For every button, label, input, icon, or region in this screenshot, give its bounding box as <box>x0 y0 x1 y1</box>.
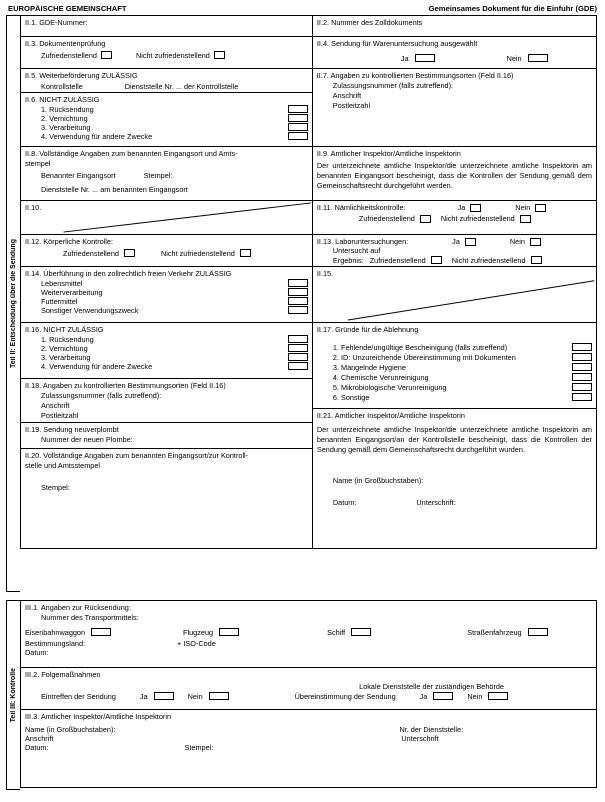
field-ii14-item-1: Lebensmittel <box>41 278 83 288</box>
field-ii13-yes-checkbox[interactable] <box>465 238 476 246</box>
field-ii13-result-label: Ergebnis: <box>332 255 364 265</box>
field-iii3-signature-label: Unterschrift <box>401 733 439 743</box>
field-ii14-checkbox-3[interactable] <box>288 297 308 305</box>
field-ii17-item-5: 5. Mikrobiologische Verunreinigung <box>332 382 447 392</box>
field-ii20-label: II.20. Vollständige Angaben zum benannten Eingangsort/zur Kontroll- <box>25 451 249 460</box>
field-ii20-label-2: stelle und Amtsstempel <box>25 460 101 470</box>
field-ii5-label: II.5. Weiterbeförderung ZULÄSSIG <box>25 71 138 80</box>
part-ii-sidebar-label: Teil II: Entscheidung über die Sendung <box>10 239 17 368</box>
field-ii3-option1-checkbox[interactable] <box>101 51 112 59</box>
field-ii6-checkbox-1[interactable] <box>288 105 308 113</box>
field-ii3-label: II.3. Dokumentenprüfung <box>25 39 106 48</box>
field-ii14-checkbox-2[interactable] <box>288 288 308 296</box>
field-ii2[interactable] <box>313 15 597 37</box>
field-ii17-item-4: 4. Chemische Verunreinigung <box>332 372 429 382</box>
field-ii17-label: II.17. Gründe für die Ablehnung <box>316 325 419 334</box>
field-ii17-item-6: 6. Sonstige <box>332 392 370 402</box>
field-ii14-checkbox-4[interactable] <box>288 306 308 314</box>
part-ii-sidebar <box>6 15 20 592</box>
field-ii6-item-3: 3. Verarbeitung <box>41 122 91 132</box>
field-ii19-label: II.19. Sendung neuverplombt <box>25 425 119 434</box>
field-ii12-label: II.12. Körperliche Kontrolle: <box>25 237 114 246</box>
field-iii1-plane-label: Flugzeug <box>183 627 214 637</box>
header-right: Gemeinsames Dokument für die Einfuhr (GDE) <box>428 4 597 13</box>
field-ii4-no-checkbox[interactable] <box>528 54 548 62</box>
field-iii1-date-label: Datum: <box>25 647 49 657</box>
field-ii8-office-label: Dienststelle Nr. ... am benannten Eingangsort <box>41 184 188 194</box>
field-ii7-line-3: Postleitzahl <box>332 100 371 110</box>
field-ii12-option2-checkbox[interactable] <box>240 249 251 257</box>
field-ii13-option2-label: Nicht zufriedenstellend <box>451 255 526 265</box>
field-ii11-no-label: Nein <box>515 203 531 212</box>
field-iii1-iso-label: + ISO-Code <box>177 638 216 648</box>
field-ii14-checkbox-1[interactable] <box>288 279 308 287</box>
field-iii2[interactable] <box>20 668 597 710</box>
field-ii9-label: II.9. Amtlicher Inspektor/Amtliche Inspektorin <box>316 149 461 158</box>
field-ii21-date-label: Datum: <box>332 498 357 508</box>
field-ii18-line-3: Postleitzahl <box>41 410 79 420</box>
part-iii-sidebar-label: Teil III: Kontrolle <box>10 667 17 723</box>
field-ii16-item-3: 3. Verarbeitung <box>41 352 91 362</box>
field-ii16-item-2: 2. Vernichtung <box>41 343 88 353</box>
part-iii-body <box>20 600 597 790</box>
field-ii18-label: II.18. Angaben zu kontrollierten Bestimmungsorten (Feld II.16) <box>25 381 226 390</box>
field-iii2-conformity-yes-checkbox[interactable] <box>433 692 453 700</box>
field-iii2-arrival-yes-checkbox[interactable] <box>154 692 174 700</box>
field-ii16-checkbox-3[interactable] <box>288 353 308 361</box>
field-ii7-line-2: Anschrift <box>332 90 362 100</box>
field-ii17-checkbox-5[interactable] <box>572 383 592 391</box>
field-ii9-body: Der unterzeichnete amtliche Inspektor/die unterzeichnete amtliche Inspektorin am benannten Eingangsort bescheinigt, dass die Kontrollen der Sendung gemäß dem Gemeinschaftsrecht durchgeführt werden. <box>316 160 592 190</box>
field-ii7-line-1: Zulassungsnummer (falls zutreffend): <box>332 80 454 90</box>
field-ii14[interactable] <box>20 267 313 323</box>
field-ii16-label: II.16. NICHT ZULÄSSIG <box>25 325 104 334</box>
field-ii8[interactable] <box>20 147 313 201</box>
field-ii9[interactable] <box>313 147 597 201</box>
field-ii16-item-1: 1. Rücksendung <box>41 334 94 344</box>
field-ii3-option2-checkbox[interactable] <box>214 51 225 59</box>
field-ii6-item-4: 4. Verwendung für andere Zwecke <box>41 131 153 141</box>
header-left: EUROPÄISCHE GEMEINSCHAFT <box>8 4 127 13</box>
field-iii1-road-label: Straßenfahrzeug <box>467 627 522 637</box>
field-ii21-signature-label: Unterschrift: <box>416 498 456 508</box>
field-ii8-stamp-label: Stempel: <box>143 170 173 180</box>
field-iii2-conformity-label: Übereinstimmung der Sendung <box>294 691 396 701</box>
field-iii3-stamp-label: Stempel: <box>184 742 214 752</box>
field-iii2-arrival-label: Eintreffen der Sendung <box>41 691 116 701</box>
field-iii2-arrival-no-checkbox[interactable] <box>209 692 229 700</box>
field-ii17-checkbox-3[interactable] <box>572 363 592 371</box>
field-ii17-item-1: 1. Fehlende/ungültige Bescheinigung (falls zutreffend) <box>332 342 508 352</box>
field-ii3[interactable] <box>20 37 313 69</box>
field-ii7-label: II.7. Angaben zu kontrollierten Bestimmungsorten (Feld II.16) <box>316 71 514 80</box>
field-ii6-checkbox-2[interactable] <box>288 114 308 122</box>
field-ii13-option1-label: Zufriedenstellend <box>369 255 426 265</box>
field-ii4-yes-checkbox[interactable] <box>415 54 435 62</box>
field-iii1-destination-label: Bestimmungsland: <box>25 638 86 648</box>
field-ii12-option1-label: Zufriedenstellend <box>63 248 119 258</box>
field-ii14-label: II.14. Überführung in den zollrechtlich freien Verkehr ZULÄSSIG <box>25 269 232 278</box>
field-ii6-item-1: 1. Rücksendung <box>41 104 94 114</box>
field-ii12-option1-checkbox[interactable] <box>124 249 135 257</box>
field-ii16[interactable] <box>20 323 313 379</box>
field-ii12[interactable] <box>20 235 313 267</box>
field-ii17-checkbox-6[interactable] <box>572 393 592 401</box>
field-ii13-label: II.13. Laboruntersuchungen: <box>316 237 409 246</box>
field-ii11-yes-label: Ja <box>457 203 466 212</box>
field-ii14-item-3: Futtermittel <box>41 296 78 306</box>
field-ii17-checkbox-2[interactable] <box>572 353 592 361</box>
field-ii8-label: II.8. Vollständige Angaben zum benannten Eingangsort und Amts- <box>25 149 238 158</box>
field-ii16-checkbox-1[interactable] <box>288 335 308 343</box>
field-ii17-checkbox-4[interactable] <box>572 373 592 381</box>
field-ii16-checkbox-2[interactable] <box>288 344 308 352</box>
field-ii10-label: II.10. <box>25 203 42 212</box>
field-iii2-label: III.2. Folgemaßnahmen <box>25 670 101 679</box>
page-header <box>6 4 599 15</box>
field-ii3-option2-label: Nicht zufriedenstellend <box>135 50 210 60</box>
field-ii13-option1-checkbox[interactable] <box>431 256 442 264</box>
field-ii6[interactable] <box>20 93 313 147</box>
field-iii1-rail-label: Eisenbahnwaggon <box>25 627 86 637</box>
field-ii8-entry-point-label: Benannter Eingangsort <box>41 170 116 180</box>
field-ii2-label: II.2. Nummer des Zolldokuments <box>316 18 423 27</box>
field-iii2-conformity-no-label: Nein <box>467 691 483 701</box>
field-iii2-arrival-yes-label: Ja <box>139 691 148 701</box>
field-ii18-line-2: Anschrift <box>41 400 70 410</box>
field-iii3-date-label: Datum: <box>25 742 49 752</box>
field-ii5[interactable] <box>20 69 313 93</box>
field-iii1-plane-checkbox[interactable] <box>219 628 239 636</box>
part-ii-body <box>20 15 597 592</box>
field-ii18[interactable] <box>20 379 313 423</box>
field-ii14-item-4: Sonstiger Verwendungszweck <box>41 305 139 315</box>
field-ii20[interactable] <box>20 449 313 549</box>
field-ii13-no-label: Nein <box>509 237 525 246</box>
field-ii1[interactable] <box>20 15 313 37</box>
field-ii10[interactable] <box>20 201 313 235</box>
field-ii21[interactable] <box>313 409 597 549</box>
field-ii7[interactable] <box>313 69 597 147</box>
field-ii19-seal-number-label: Nummer der neuen Plombe: <box>41 434 133 444</box>
field-ii11-yes-checkbox[interactable] <box>470 204 481 212</box>
field-ii11-no-checkbox[interactable] <box>535 204 546 212</box>
field-ii17-item-2: 2. ID: Unzureichende Übereinstimmung mit Dokumenten <box>332 352 516 362</box>
field-ii11[interactable] <box>313 201 597 235</box>
field-ii17[interactable] <box>313 323 597 409</box>
field-iii2-conformity-no-checkbox[interactable] <box>488 692 508 700</box>
field-iii2-conformity-yes-label: Ja <box>419 691 428 701</box>
part-separator <box>6 592 599 600</box>
field-ii13-yes-label: Ja <box>452 237 460 246</box>
field-iii3-address-label: Anschrift <box>25 733 54 743</box>
field-iii1-ship-checkbox[interactable] <box>351 628 371 636</box>
field-ii17-checkbox-1[interactable] <box>572 343 592 351</box>
field-ii13-option2-checkbox[interactable] <box>531 256 542 264</box>
field-iii3-office-number-label: Nr. der Dienststelle: <box>399 724 464 734</box>
field-iii1-label: III.1. Angaben zur Rücksendung: <box>25 603 131 612</box>
field-ii4-label: II.4. Sendung für Warenuntersuchung ausgewählt <box>316 39 478 48</box>
field-ii15-label: II.15. <box>316 269 334 278</box>
field-iii1-rail-checkbox[interactable] <box>91 628 111 636</box>
field-ii18-line-1: Zulassungsnummer (falls zutreffend): <box>41 390 162 400</box>
field-ii8-label-2: stempel <box>25 158 51 168</box>
field-ii4[interactable] <box>313 37 597 69</box>
field-ii6-checkbox-3[interactable] <box>288 123 308 131</box>
field-ii16-checkbox-4[interactable] <box>288 362 308 370</box>
part-iii <box>6 600 599 790</box>
field-ii3-option1-label: Zufriedenstellend <box>41 50 97 60</box>
field-ii11-option1-label: Zufriedenstellend <box>358 214 415 223</box>
field-ii16-item-4: 4. Verwendung für andere Zwecke <box>41 361 153 371</box>
field-ii11-option2-checkbox[interactable] <box>520 215 531 223</box>
field-ii13-tested-for-label: Untersucht auf <box>332 246 381 255</box>
field-ii11-label: II.11. Nämlichkeitskontrolle: <box>316 203 406 212</box>
field-ii6-checkbox-4[interactable] <box>288 132 308 140</box>
field-ii17-item-3: 3. Mangelnde Hygiene <box>332 362 406 372</box>
field-ii20-stamp-label: Stempel: <box>41 482 70 492</box>
field-ii15[interactable] <box>313 267 597 323</box>
field-ii11-option1-checkbox[interactable] <box>420 215 431 223</box>
field-ii1-label: II.1. GDE-Nummer: <box>25 18 88 27</box>
field-ii4-yes-label: Ja <box>400 53 409 63</box>
field-iii1-road-checkbox[interactable] <box>528 628 548 636</box>
field-ii14-item-2: Weiterverarbeitung <box>41 287 103 297</box>
field-ii6-label: II.6. NICHT ZULÄSSIG <box>25 95 100 104</box>
field-iii1-ship-label: Schiff <box>327 627 346 637</box>
field-iii3-name-label: Name (in Großbuchstaben): <box>25 724 116 734</box>
field-ii19[interactable] <box>20 423 313 449</box>
field-ii6-item-2: 2. Vernichtung <box>41 113 88 123</box>
field-iii2-local-office-label: Lokale Dienststelle der zuständigen Behörde <box>359 681 504 691</box>
field-iii3[interactable] <box>20 710 597 788</box>
field-iii1-transport-number-label: Nummer des Transportmittels: <box>41 612 139 622</box>
field-ii12-option2-label: Nicht zufriedenstellend <box>160 248 235 258</box>
field-iii3-label: III.3. Amtlicher Inspektor/Amtliche Inspektorin <box>25 712 171 721</box>
field-ii4-no-label: Nein <box>506 53 522 63</box>
field-iii1[interactable] <box>20 600 597 668</box>
field-ii13-no-checkbox[interactable] <box>530 238 541 246</box>
field-ii21-name-label: Name (in Großbuchstaben): <box>332 476 424 486</box>
field-ii21-label: II.21. Amtlicher Inspektor/Amtliche Inspektorin <box>316 411 465 420</box>
field-ii21-body: Der unterzeichnete amtliche Inspektor/die unterzeichnete amtliche Inspektorin am benannten Eingangsort/an der Kontrollstelle bescheinigt, dass die Kontrollen der Sendung gemäß dem Gemeinschaftsrecht durchgeführt wurden. <box>316 424 592 454</box>
part-ii <box>6 15 599 592</box>
field-ii5-control-point-label: Kontrollstelle <box>41 81 83 91</box>
field-ii13[interactable] <box>313 235 597 267</box>
field-ii11-option2-label: Nicht zufriedenstellend <box>440 214 515 223</box>
field-iii2-arrival-no-label: Nein <box>187 691 203 701</box>
field-ii5-office-label: Dienststelle Nr. ... der Kontrollstelle <box>124 81 239 91</box>
part-iii-sidebar <box>6 600 20 790</box>
